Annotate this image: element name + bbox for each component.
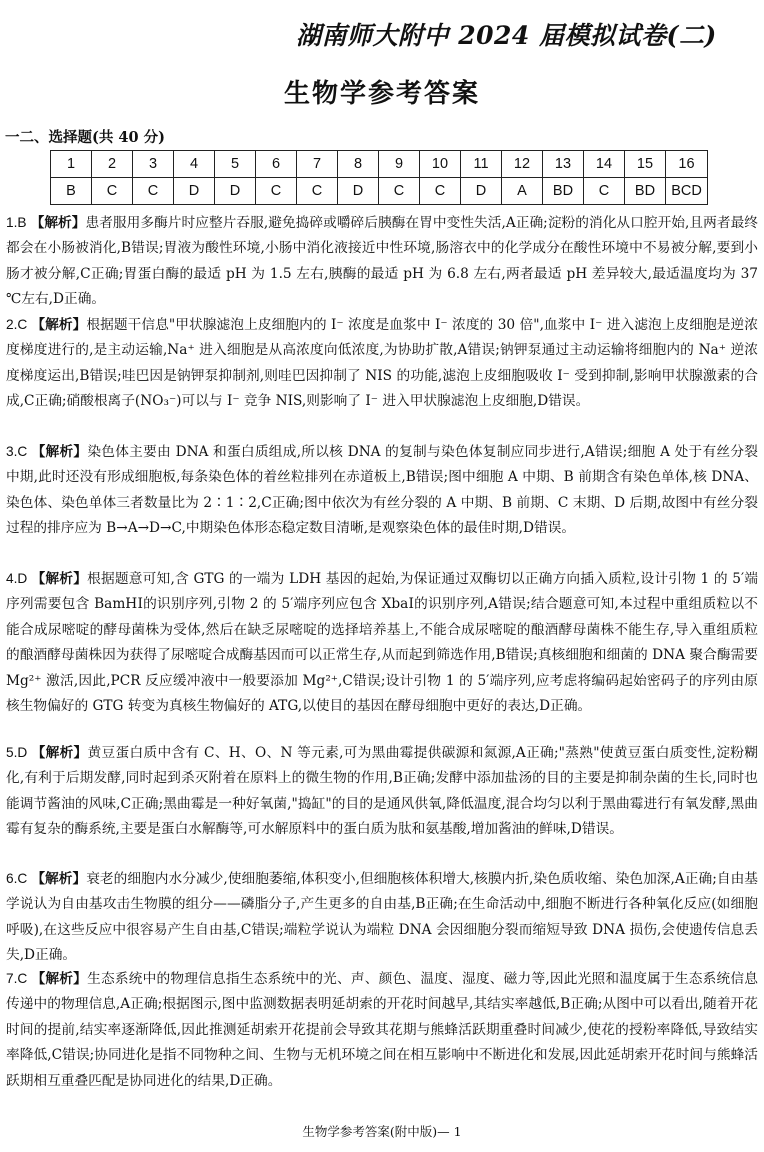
question-number-cell: 9: [379, 151, 420, 178]
question-number-cell: 2: [92, 151, 133, 178]
question-number: 3.: [6, 444, 18, 459]
answer-table: [50, 150, 708, 205]
doc-title: 生物学参考答案: [283, 79, 480, 109]
explanation-text: 根据题干信息"甲状腺滤泡上皮细胞内的 I⁻ 浓度是血浆中 I⁻ 浓度的 30 倍",血浆中 I⁻ 进入滤泡上皮细胞是逆浓度梯度进行的,是主动运输,Na⁺ 进入细胞是从高浓度向低浓度,为协助扩散,A错误;钠钾泵通过主动运输将细胞内的 Na⁺ 逆浓度梯度运出,B错误;哇巴因是钠钾泵抑制剂,则哇巴因抑制了 NIS 的功能,滤泡上皮细胞吸收 I⁻ 受到抑制,影响甲状腺激素的合成,C正确;硝酸根离子(NO₃⁻)可以与 I⁻ 竞争 NIS,则影响了 I⁻ 进入甲状腺滤泡上皮细胞,D错误。: [6, 317, 758, 410]
answer-letter: C: [17, 317, 28, 332]
explanation-text: 生态系统中的物理信息指生态系统中的光、声、颜色、温度、湿度、磁力等,因此光照和温度属于生态系统信息传递中的物理信息,A正确;根据图示,图中监测数据表明延胡索的开花时间越早,其结实率越低,B正确;从图中可以看出,随着开花时间的提前,结实率逐渐降低,因此推测延胡索开花提前会导致其花期与熊蜂活跃期重叠时间减少,使花的授粉率降低,导致结实率降低,C错误;协同进化是指不同物种之间、生物与无机环境之间在相互影响中不断进化和发展,因此延胡索开花时间与熊蜂活跃期相互重叠匹配是协同进化的结果,D正确。: [6, 971, 758, 1089]
answer-cell: C: [379, 178, 420, 205]
answer-letter: B: [17, 215, 27, 230]
analysis-tag: 【解析】: [30, 215, 86, 231]
question-number-cell: 10: [420, 151, 461, 178]
answer-cell: D: [461, 178, 502, 205]
answer-cell: BD: [625, 178, 666, 205]
explanation-6: [6, 866, 758, 969]
analysis-tag: 【解析】: [31, 745, 88, 761]
answer-cell: D: [174, 178, 215, 205]
question-number-cell: 4: [174, 151, 215, 178]
explanation-text: 衰老的细胞内水分减少,使细胞萎缩,体积变小,但细胞核体积增大,核膜内折,染色质收缩、染色加深,A正确;自由基学说认为自由基攻击生物膜的组分——磷脂分子,产生更多的自由基,B正确;在生命活动中,细胞不断进行各种氧化反应(如细胞呼吸),在这些反应中很容易产生自由基,C错误;端粒学说认为端粒 DNA 会因细胞分裂而缩短导致 DNA 损伤,会使遗传信息丢失,D正确。: [6, 871, 758, 964]
explanation-text: 黄豆蛋白质中含有 C、H、O、N 等元素,可为黑曲霉提供碳源和氮源,A正确;"蒸熟"使黄豆蛋白质变性,淀粉糊化,有利于后期发酵,同时起到杀灭附着在原料上的微生物的作用,B正确;发酵中添加盐汤的目的主要是抑制杂菌的生长,同时也能调节酱油的风味,C正确;黑曲霉是一种好氧菌,"捣缸"的目的是通风供氧,降低温度,混合均匀以利于黑曲霉进行有氧发酵,黑曲霉有复杂的酶系统,主要是蛋白水解酶等,可水解原料中的蛋白质为肽和氨基酸,增加酱油的鲜味,D错误。: [6, 745, 758, 838]
answer-cell: B: [51, 178, 92, 205]
question-number: 1.: [6, 215, 18, 230]
answer-cell: C: [133, 178, 174, 205]
question-number: 7.: [6, 971, 18, 986]
answer-cell: D: [215, 178, 256, 205]
analysis-tag: 【解析】: [31, 444, 88, 460]
explanation-7: [6, 966, 758, 1094]
answer-cell: D: [338, 178, 379, 205]
question-number-cell: 3: [133, 151, 174, 178]
school-title: 湖南师大附中 2024 届模拟试卷(二): [296, 21, 717, 50]
question-number-cell: 8: [338, 151, 379, 178]
analysis-tag: 【解析】: [31, 571, 88, 587]
explanation-4: [6, 566, 758, 719]
question-number-cell: 15: [625, 151, 666, 178]
page-footer: 生物学参考答案(附中版)— 1: [302, 1124, 462, 1139]
analysis-tag: 【解析】: [31, 971, 88, 987]
question-number: 4.: [6, 571, 18, 586]
answer-letter: C: [17, 871, 28, 886]
answer-cell: C: [297, 178, 338, 205]
question-number-cell: 14: [584, 151, 625, 178]
explanation-1: [6, 210, 758, 313]
section-heading: 一二、选择题(共 40 分): [5, 129, 165, 146]
question-number: 6.: [6, 871, 18, 886]
analysis-tag: 【解析】: [31, 871, 87, 887]
question-number: 2.: [6, 317, 18, 332]
explanation-2: [6, 312, 758, 415]
analysis-tag: 【解析】: [31, 317, 87, 333]
answer-cell: A: [502, 178, 543, 205]
answer-cell: C: [420, 178, 461, 205]
answer-letter: D: [17, 571, 28, 586]
question-number-cell: 12: [502, 151, 543, 178]
answer-cell: BCD: [666, 178, 708, 205]
question-number: 5.: [6, 745, 18, 760]
question-number-cell: 1: [51, 151, 92, 178]
explanation-text: 患者服用多酶片时应整片吞服,避免捣碎或嚼碎后胰酶在胃中变性失活,A正确;淀粉的消化从口腔开始,且两者最终都会在小肠被消化,B错误;胃液为酸性环境,小肠中消化液接近中性环境,肠溶衣中的化学成分在酸性环境中不易被分解,要到小肠才被分解,C正确;胃蛋白酶的最适 pH 为 1.5 左右,胰酶的最适 pH 为 6.8 左右,两者最适 pH 差异较大,最适温度均为 37 ℃左右,D正确。: [6, 215, 758, 308]
explanation-3: [6, 439, 758, 542]
question-number-cell: 7: [297, 151, 338, 178]
answer-cell: C: [256, 178, 297, 205]
answer-cell: C: [92, 178, 133, 205]
answer-table-answer-row: [51, 178, 708, 205]
question-number-cell: 13: [543, 151, 584, 178]
question-number-cell: 11: [461, 151, 502, 178]
question-number-cell: 6: [256, 151, 297, 178]
answer-table-number-row: [51, 151, 708, 178]
explanation-text: 根据题意可知,含 GTG 的一端为 LDH 基因的起始,为保证通过双酶切以正确方向插入质粒,设计引物 1 的 5′端序列需要包含 BamHⅠ的识别序列,引物 2 的 5′端序列应包含 XbaⅠ的识别序列,A错误;结合题意可知,本过程中重组质粒以不能合成尿嘧啶的酵母菌株为受体,然后在缺乏尿嘧啶的选择培养基上,不能合成尿嘧啶的酿酒酵母菌株不能生存,导入重组质粒的酿酒酵母菌株因为获得了尿嘧啶合成酶基因而可以正常生存,从而起到筛选作用,B错误;真核细胞和细菌的 DNA 聚合酶需要 Mg²⁺ 激活,因此,PCR 反应缓冲液中一般要添加 Mg²⁺,C错误;设计引物 1 的 5′端序列,应考虑将编码起始密码子的序列由原核生物偏好的 GTG 转变为真核生物偏好的 ATG,以使目的基因在酵母细胞中更好的表达,D正确。: [6, 571, 758, 715]
answer-cell: BD: [543, 178, 584, 205]
answer-letter: D: [17, 745, 28, 760]
explanation-5: [6, 740, 758, 843]
answer-cell: C: [584, 178, 625, 205]
explanation-text: 染色体主要由 DNA 和蛋白质组成,所以核 DNA 的复制与染色体复制应同步进行,A错误;细胞 A 处于有丝分裂中期,此时还没有形成细胞板,每条染色体的着丝粒排列在赤道板上,B错误;图中细胞 A 中期、B 前期含有染色单体,核 DNA、染色体、染色单体三者数量比为 2∶1∶2,C正确;图中依次为有丝分裂的 A 中期、B 前期、C 末期、D 后期,故图中有丝分裂过程的排序应为 B→A→D→C,中期染色体形态稳定数目清晰,是观察染色体的最佳时期,D错误。: [6, 444, 758, 537]
question-number-cell: 16: [666, 151, 708, 178]
question-number-cell: 5: [215, 151, 256, 178]
answer-letter: C: [17, 971, 28, 986]
answer-letter: C: [17, 444, 28, 459]
